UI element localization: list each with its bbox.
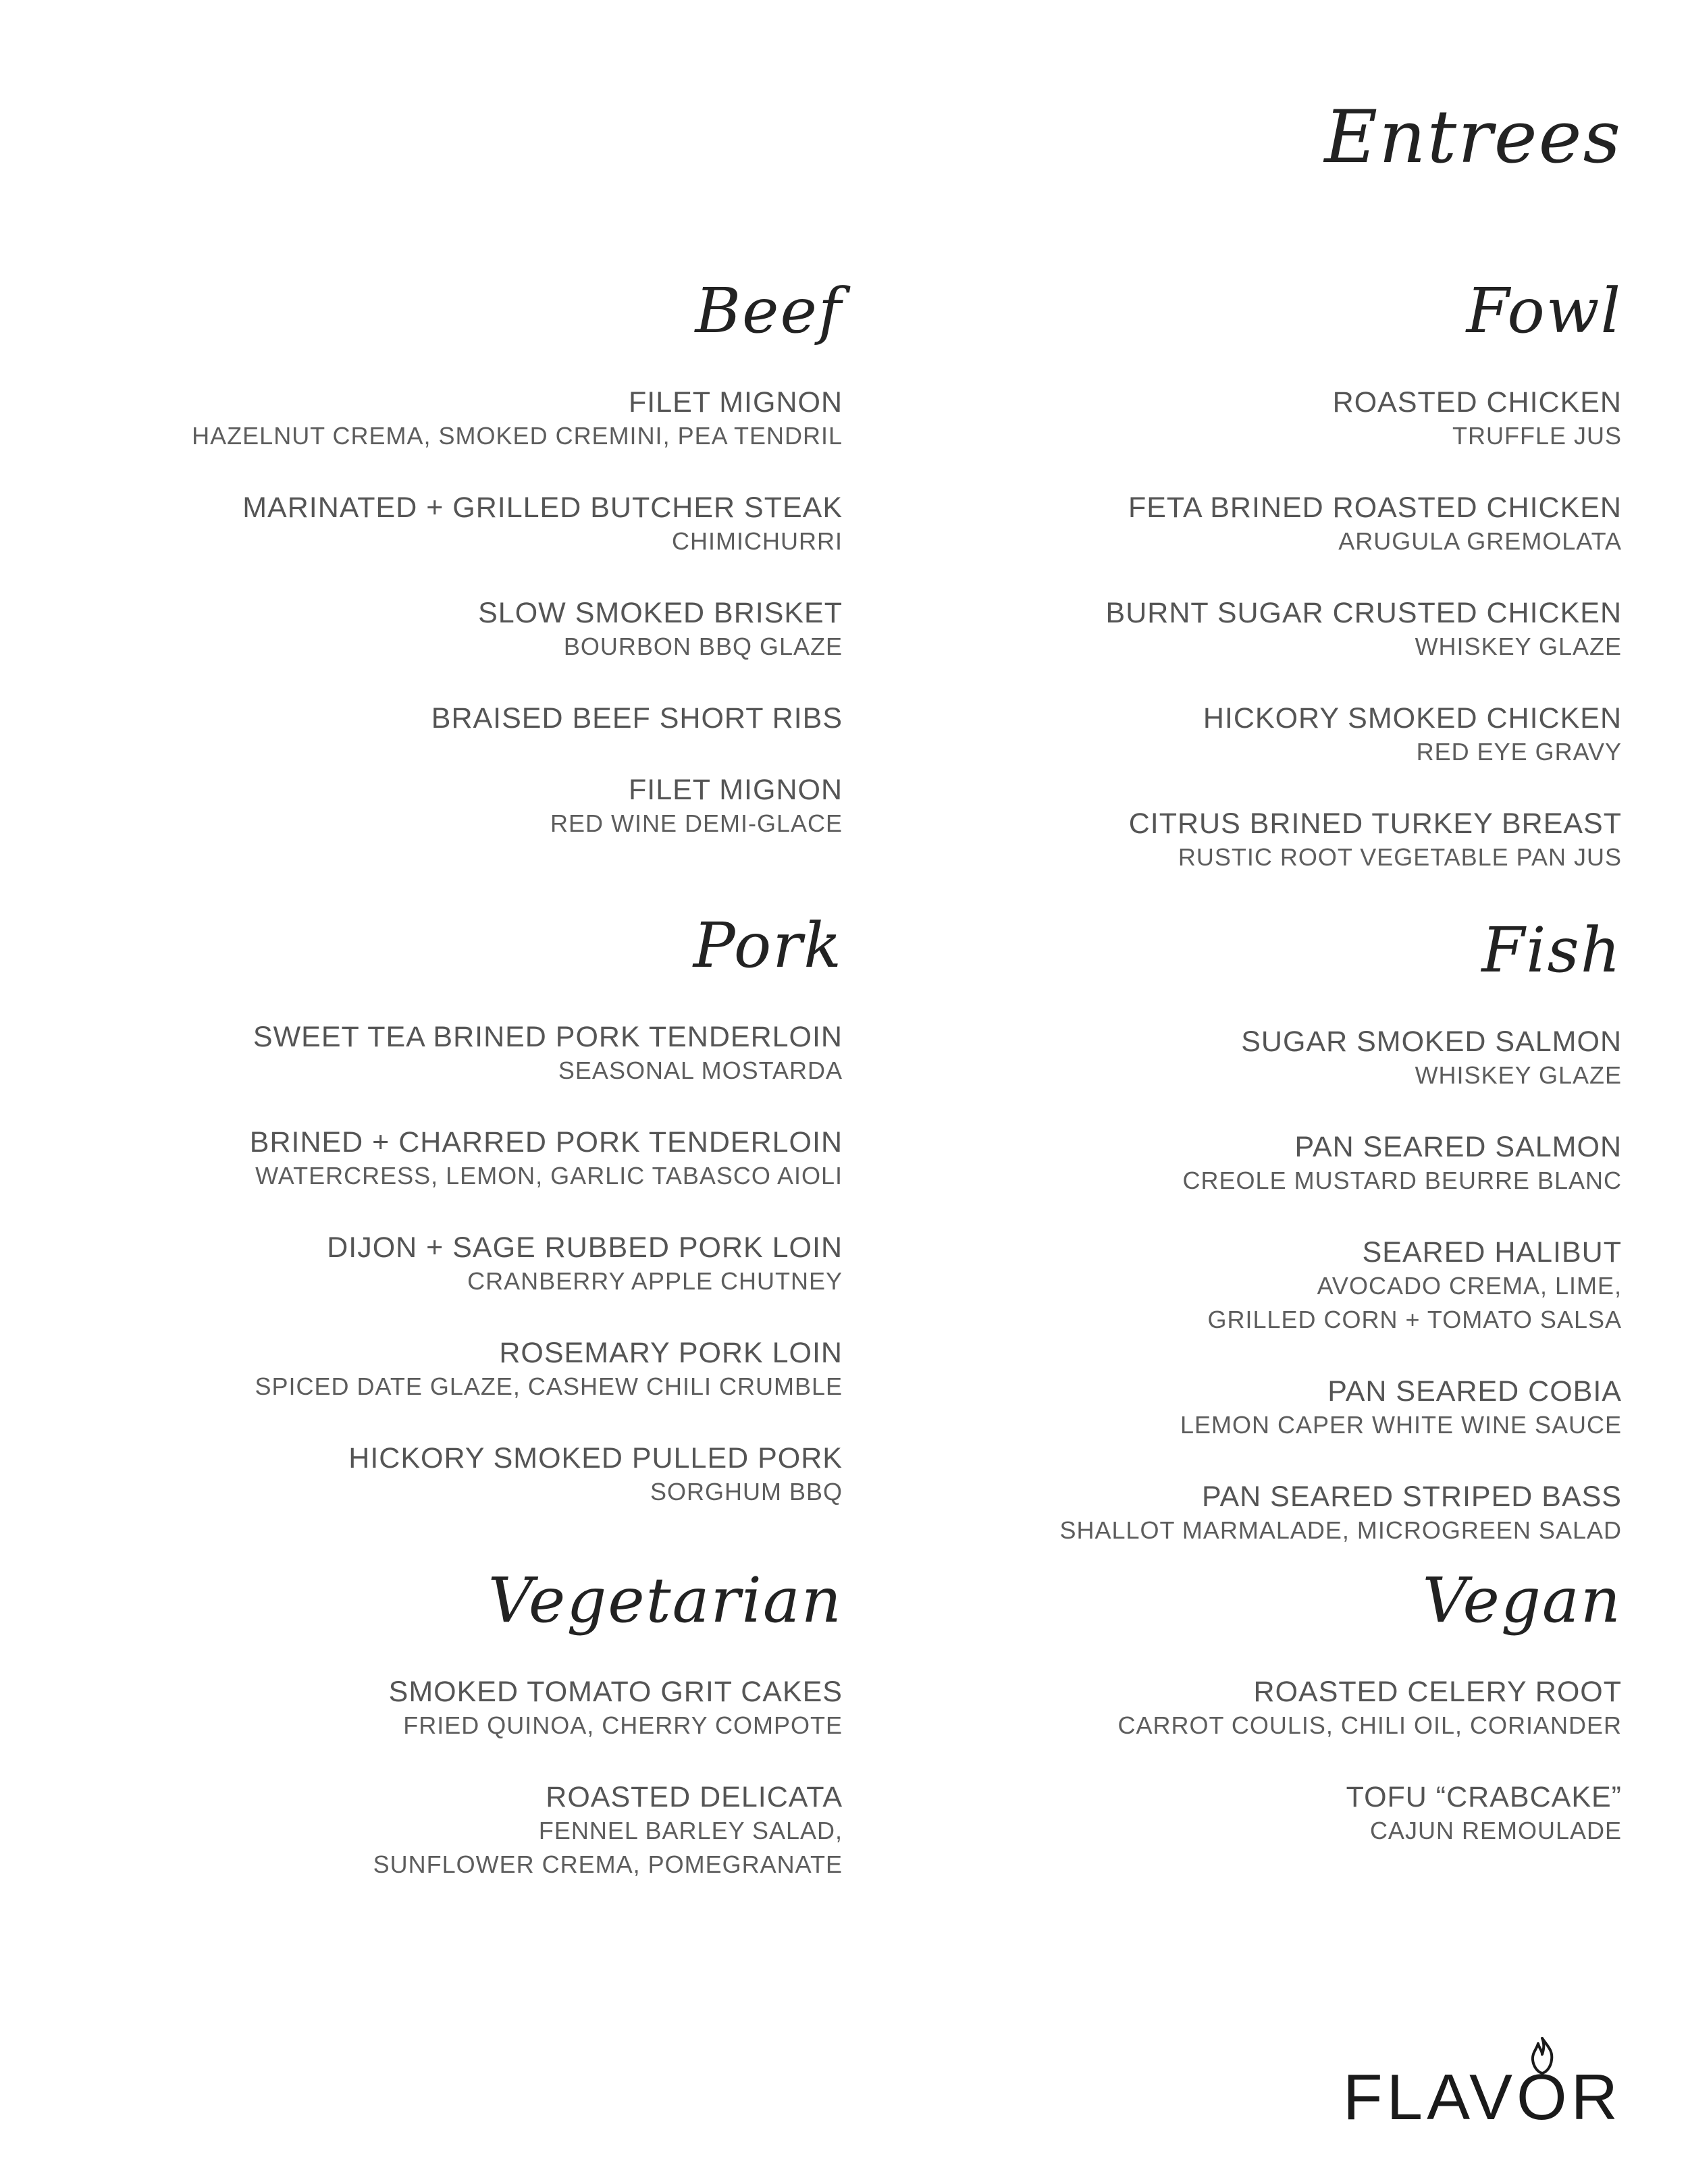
menu-item-description: RED WINE DEMI-GLACE xyxy=(550,809,843,837)
menu-item xyxy=(879,1025,1622,1092)
menu-item xyxy=(879,1480,1622,1547)
menu-item xyxy=(100,1675,843,1742)
menu-item xyxy=(879,596,1622,664)
menu-item-name: HICKORY SMOKED PULLED PORK xyxy=(348,1442,843,1474)
menu-item-name: BURNT SUGAR CRUSTED CHICKEN xyxy=(1105,597,1622,629)
menu-item-name: PAN SEARED SALMON xyxy=(1294,1131,1622,1163)
menu-item-name: MARINATED + GRILLED BUTCHER STEAK xyxy=(242,491,843,524)
menu-item-name: FILET MIGNON xyxy=(628,774,843,806)
menu-item xyxy=(879,1235,1622,1337)
menu-item-name: FETA BRINED ROASTED CHICKEN xyxy=(1128,491,1622,524)
section-title-beef: Beef xyxy=(695,275,843,347)
menu-item-description: FRIED QUINOA, CHERRY COMPOTE xyxy=(403,1711,843,1739)
menu-item-description: SEASONAL MOSTARDA xyxy=(558,1057,843,1084)
menu-item-name: SMOKED TOMATO GRIT CAKES xyxy=(388,1676,843,1708)
brand-logo xyxy=(1343,2035,1622,2133)
menu-item-name: BRAISED BEEF SHORT RIBS xyxy=(431,702,843,735)
menu-item-name: CITRUS BRINED TURKEY BREAST xyxy=(1128,807,1622,840)
menu-item xyxy=(879,1780,1622,1848)
menu-item-name: BRINED + CHARRED PORK TENDERLOIN xyxy=(249,1126,843,1158)
menu-item-description: TRUFFLE JUS xyxy=(1452,422,1622,450)
section-fowl xyxy=(879,275,1622,912)
section-vegetarian xyxy=(100,1564,843,1919)
menu-item xyxy=(100,1125,843,1193)
menu-item xyxy=(100,1020,843,1088)
menu-item-name: FILET MIGNON xyxy=(628,386,843,419)
menu-item xyxy=(100,1231,843,1298)
section-beef xyxy=(100,275,843,878)
menu-item-description: CAJUN REMOULADE xyxy=(1369,1817,1622,1844)
menu-item-description: CARROT COULIS, CHILI OIL, CORIANDER xyxy=(1117,1711,1622,1739)
menu-item-description: RED EYE GRAVY xyxy=(1416,738,1622,766)
section-fish xyxy=(879,914,1622,1585)
menu-item-description: CRANBERRY APPLE CHUTNEY xyxy=(467,1267,843,1295)
brand-wordmark: FLAVOR xyxy=(1343,2061,1622,2133)
menu-item-name: SEARED HALIBUT xyxy=(1362,1236,1622,1269)
menu-item-description: WATERCRESS, LEMON, GARLIC TABASCO AIOLI xyxy=(255,1162,843,1190)
page-title: Entrees xyxy=(1324,95,1622,180)
menu-item-name: ROASTED CHICKEN xyxy=(1332,386,1622,419)
menu-item-description: CREOLE MUSTARD BEURRE BLANC xyxy=(1182,1167,1622,1194)
section-title-pork: Pork xyxy=(693,909,843,982)
menu-item-description: GRILLED CORN + TOMATO SALSA xyxy=(1207,1306,1622,1333)
menu-item xyxy=(879,1675,1622,1742)
menu-item-description: SORGHUM BBQ xyxy=(650,1478,843,1506)
menu-item-description: SHALLOT MARMALADE, MICROGREEN SALAD xyxy=(1059,1516,1622,1544)
menu-item-name: ROASTED DELICATA xyxy=(546,1781,843,1813)
menu-item xyxy=(879,491,1622,558)
menu-item-description: BOURBON BBQ GLAZE xyxy=(563,633,843,660)
menu-item xyxy=(100,385,843,453)
menu-item-name: SUGAR SMOKED SALMON xyxy=(1241,1026,1622,1058)
menu-item-description: ARUGULA GREMOLATA xyxy=(1338,527,1622,555)
menu-item-name: TOFU “CRABCAKE” xyxy=(1346,1781,1622,1813)
menu-item-description: AVOCADO CREMA, LIME, xyxy=(1317,1272,1622,1300)
menu-item xyxy=(100,701,843,735)
menu-item-name: SWEET TEA BRINED PORK TENDERLOIN xyxy=(253,1021,843,1053)
menu-item-description: FENNEL BARLEY SALAD, xyxy=(538,1817,843,1844)
menu-item-description: WHISKEY GLAZE xyxy=(1415,1061,1622,1089)
menu-item-description: WHISKEY GLAZE xyxy=(1415,633,1622,660)
menu-item-name: PAN SEARED COBIA xyxy=(1327,1375,1622,1408)
menu-item-name: ROASTED CELERY ROOT xyxy=(1253,1676,1622,1708)
menu-item xyxy=(879,1130,1622,1198)
menu-item-description: SPICED DATE GLAZE, CASHEW CHILI CRUMBLE xyxy=(255,1373,843,1400)
section-vegan xyxy=(879,1564,1622,1886)
menu-item-name: HICKORY SMOKED CHICKEN xyxy=(1203,702,1622,735)
menu-item xyxy=(879,385,1622,453)
menu-item-description: SUNFLOWER CREMA, POMEGRANATE xyxy=(373,1850,843,1878)
menu-item-description: HAZELNUT CREMA, SMOKED CREMINI, PEA TENDRIL xyxy=(192,422,843,450)
section-title-fowl: Fowl xyxy=(1466,275,1622,347)
menu-item-description: CHIMICHURRI xyxy=(672,527,843,555)
menu-item-name: ROSEMARY PORK LOIN xyxy=(499,1337,843,1369)
menu-item xyxy=(100,1441,843,1509)
menu-item xyxy=(100,1336,843,1404)
menu-item-description: LEMON CAPER WHITE WINE SAUCE xyxy=(1180,1411,1622,1439)
menu-item xyxy=(100,491,843,558)
menu-item-description: RUSTIC ROOT VEGETABLE PAN JUS xyxy=(1178,843,1622,871)
menu-item xyxy=(879,1375,1622,1442)
section-title-vegan: Vegan xyxy=(1422,1564,1622,1636)
section-title-vegetarian: Vegetarian xyxy=(487,1564,843,1636)
menu-item xyxy=(100,596,843,664)
menu-item xyxy=(100,773,843,841)
menu-item-name: PAN SEARED STRIPED BASS xyxy=(1202,1481,1622,1513)
menu-item-name: SLOW SMOKED BRISKET xyxy=(478,597,843,629)
section-title-fish: Fish xyxy=(1481,914,1622,986)
menu-item-name: DIJON + SAGE RUBBED PORK LOIN xyxy=(327,1231,843,1264)
menu-item xyxy=(100,1780,843,1882)
menu-item xyxy=(879,701,1622,769)
menu-item xyxy=(879,807,1622,874)
section-pork xyxy=(100,909,843,1547)
